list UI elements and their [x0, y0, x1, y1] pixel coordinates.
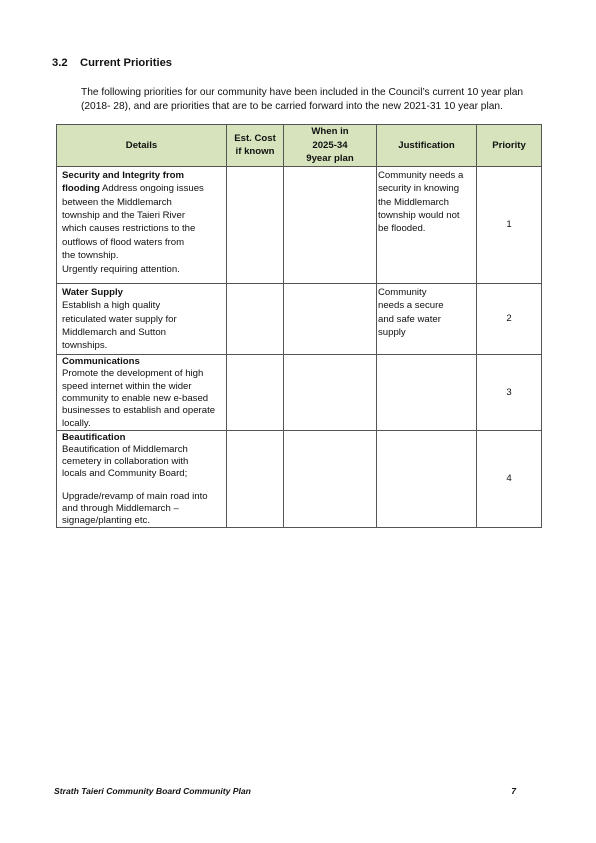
section-number: 3.2: [52, 57, 68, 69]
row-line: townships.: [62, 340, 108, 352]
row-title: Security and Integrity from: [62, 169, 185, 181]
intro-paragraph: The following priorities for our community have been included in the Council’s current 10 year plan (2018- 28), and are priorities that are to be carried forward into the new 2021-31 10 year plan.: [81, 87, 524, 112]
row-line: Beautification of Middlemarch: [62, 444, 188, 456]
header-justification: Justification: [377, 125, 477, 167]
section-heading: [52, 57, 172, 69]
row-line: Promote the development of high: [62, 368, 204, 380]
justification-line: township would not: [378, 210, 460, 221]
justification-line: be flooded.: [378, 223, 426, 235]
priority-cell: 3: [477, 354, 542, 430]
when-cell: [284, 283, 377, 354]
details-cell: [57, 283, 227, 354]
page-number: 7: [511, 786, 516, 796]
justification-line: Community: [378, 286, 427, 298]
priority-cell: 1: [477, 166, 542, 283]
row-text: Address ongoing issues: [101, 183, 204, 195]
table-header-row: [57, 125, 542, 167]
row-title-continued: flooding: [62, 183, 100, 195]
est-cost-cell: [227, 283, 284, 354]
table-row: [57, 354, 542, 430]
row-line: [62, 479, 224, 491]
priorities-table: [56, 124, 542, 528]
priority-cell: 4: [477, 431, 542, 527]
row-line: Urgently requiring attention.: [62, 263, 180, 275]
row-title: Water Supply: [62, 286, 123, 298]
header-details: Details: [57, 125, 227, 167]
row-line: cemetery in collaboration with: [62, 455, 189, 467]
details-cell: [57, 354, 227, 430]
justification-cell: [377, 354, 477, 430]
table-row: [57, 431, 542, 527]
row-line: [62, 182, 224, 195]
header-when: [284, 125, 377, 167]
row-line: signage/planting etc.: [62, 514, 151, 526]
justification-line: Community needs a: [378, 169, 464, 181]
page-footer: [54, 786, 516, 796]
justification-cell: [377, 166, 477, 283]
est-cost-cell: [227, 354, 284, 430]
justification-line: and safe water: [378, 313, 441, 325]
row-line: which causes restrictions to the: [62, 223, 196, 235]
header-est-cost: [227, 125, 284, 167]
row-title: Beautification: [62, 432, 126, 444]
justification-cell: [377, 431, 477, 527]
footer-title: Strath Taieri Community Board Community Plan: [54, 786, 251, 796]
est-cost-cell: [227, 431, 284, 527]
header-est-cost-line: if known: [235, 146, 275, 158]
row-line: the township.: [62, 250, 119, 262]
justification-line: security in knowing: [378, 183, 460, 195]
header-priority: Priority: [477, 125, 542, 167]
row-line: Establish a high quality: [62, 300, 161, 312]
table-row: [57, 166, 542, 283]
details-cell: [57, 431, 227, 527]
est-cost-cell: [227, 166, 284, 283]
table-row: [57, 283, 542, 354]
header-when-line: When in: [311, 126, 349, 137]
details-cell: [57, 166, 227, 283]
row-title: Communications: [62, 355, 140, 367]
row-line: outflows of flood waters from: [62, 236, 185, 248]
row-line: township and the Taieri River: [62, 210, 186, 221]
justification-line: supply: [378, 327, 406, 338]
justification-cell: [377, 283, 477, 354]
section-title: Current Priorities: [80, 57, 173, 69]
row-line: locals and Community Board;: [62, 467, 188, 479]
row-line: Middlemarch and Sutton: [62, 327, 166, 338]
priority-cell: 2: [477, 283, 542, 354]
header-when-line: 9year plan: [306, 153, 354, 165]
row-line: Upgrade/revamp of main road into: [62, 491, 208, 503]
row-line: locally.: [62, 417, 91, 429]
row-line: businesses to establish and operate: [62, 405, 216, 417]
header-when-line: 2025-34: [312, 139, 348, 151]
row-line: community to enable new e-based: [62, 393, 209, 404]
justification-line: the Middlemarch: [378, 196, 449, 208]
row-line: speed internet within the wider: [62, 380, 192, 392]
when-cell: [284, 431, 377, 527]
row-line: reticulated water supply for: [62, 313, 177, 325]
row-line: and through Middlemarch –: [62, 503, 179, 514]
row-line: between the Middlemarch: [62, 196, 172, 208]
justification-line: needs a secure: [378, 300, 444, 312]
when-cell: [284, 166, 377, 283]
when-cell: [284, 354, 377, 430]
header-est-cost-line: Est. Cost: [234, 132, 276, 144]
